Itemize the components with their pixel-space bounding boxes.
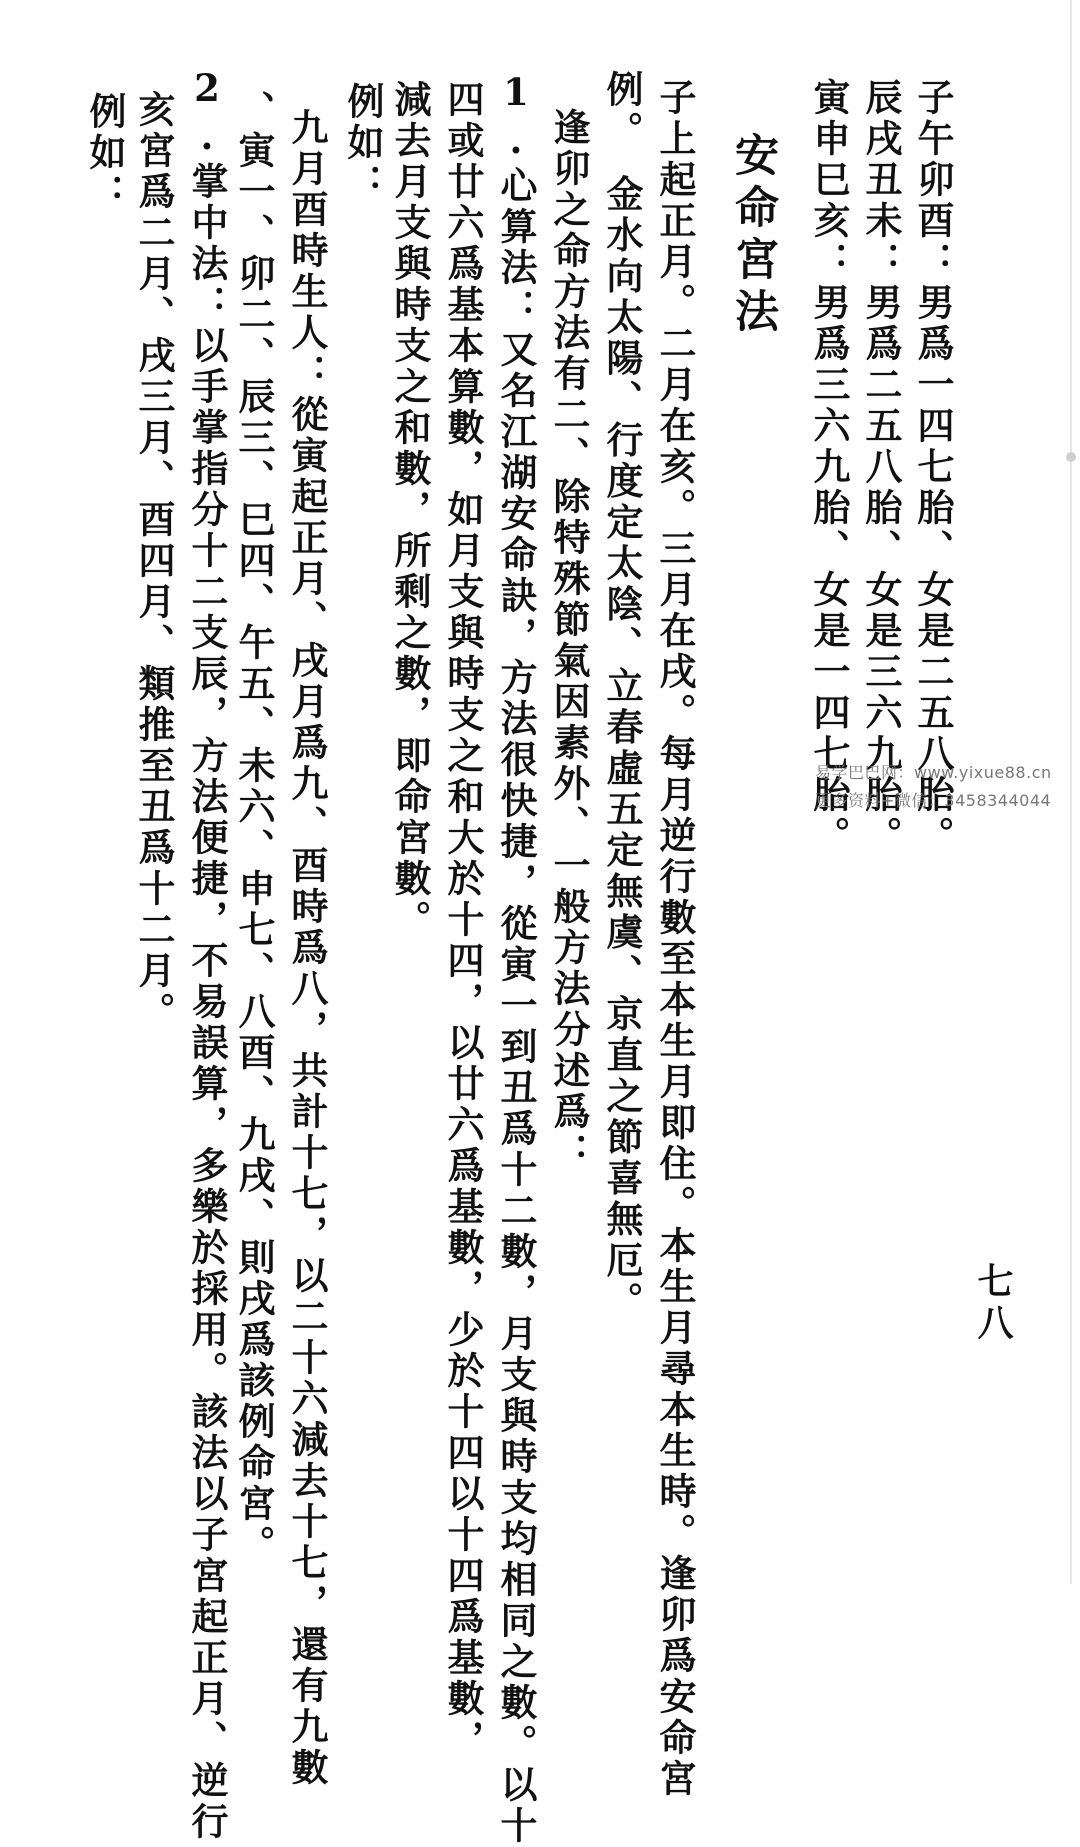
- text-column-6: 例。 金水向太陽、行度定太陰、立春虛五定無虞、京直之節喜無厄。: [600, 70, 644, 1323]
- text-column-8: 1.心算法：又名江湖安命訣，方法很快捷，從寅一到丑爲十二數，月支與時支均相同之數。以十: [494, 70, 538, 1847]
- page-scan-edge: [1070, 0, 1072, 1584]
- text-column-2: 辰戌丑未：男爲二五八胎、女是三六九胎。: [859, 78, 903, 857]
- text-column-9: 四或廿六爲基本算數，如月支與時支之和大於十四，以廿六爲基數，少於十四以十四爲基數，: [441, 80, 485, 1761]
- page-number: 七八: [972, 1262, 1014, 1346]
- scan-mark: [1066, 452, 1076, 462]
- text-column-10: 減去月支與時支之和數，所剩之數，即命宮數。: [388, 80, 432, 941]
- text-column-12: 九月酉時生人：從寅起正月、戌月爲九、酉時爲八，共計十七，以二十六減去十七，還有九數: [285, 108, 329, 1789]
- text-column-15: 亥宮爲二月、戌三月、酉四月、類推至丑爲十二月。: [132, 90, 176, 1033]
- text-column-1: 子午卯酉：男爲一四七胎、女是二五八胎。: [911, 78, 955, 857]
- text-column-14: 2.掌中法：以手掌指分十二支辰，方法便捷，不易誤算，多樂於採用。該法以子宮起正月、逆行: [185, 66, 229, 1843]
- text-column-11: 例如：: [341, 82, 385, 205]
- text-column-5: 子上起正月。二月在亥。三月在戌。每月逆行數至本生月即住。本生月尋本生時。逢卯爲安命宮: [653, 78, 697, 1800]
- text-column-16: 例如：: [83, 92, 127, 215]
- text-column-3: 寅申巳亥：男爲三六九胎、女是一四七胎。: [807, 78, 851, 857]
- watermark-site: 易学巴巴网：www.yixue88.cn: [815, 763, 1052, 782]
- watermark-contact: 更多资料+微信：3458344044: [815, 791, 1052, 810]
- section-title: 安命宮法: [727, 132, 778, 340]
- text-column-13: 、寅一、卯二、辰三、巳四、午五、未六、申七、八酉、九戌、則戌爲該例命宮。: [232, 90, 276, 1566]
- text-column-7: 逢卯之命方法有二、除特殊節氣因素外、一般方法分述爲：: [547, 108, 591, 1174]
